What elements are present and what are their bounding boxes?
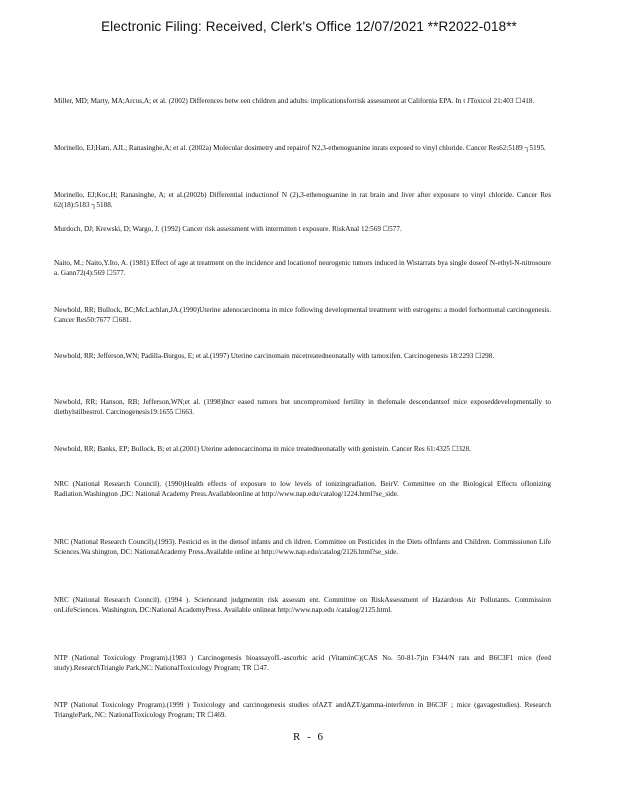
reference-entry: NRC (National Research Council). (1994 ). Scienceand judgmentin risk assessm ent. Committee on RiskAssessment of Hazardous Air Pollutants. Commission onLifeSciences. Washington, DC:National AcademyPress. Available onlineat http://www.nap.edu /catalog/2125.html. [54, 596, 551, 614]
page-number: R - 6 [293, 731, 325, 743]
filing-header: Electronic Filing: Received, Clerk's Office 12/07/2021 **R2022-018** [101, 19, 517, 34]
reference-entry: Morinello, EJ;Koc,H; Ranasinghe, A; et al.(2002b) Differential inductionof N (2),3-ethenoguanine in rat brain and liver after exposure to vinyl chloride. Cancer Res 62(18):5183 ┐5188. [54, 191, 551, 209]
reference-entry: NTP (National Toxicology Program).(1983 ) Carcinogenesis bioassayofL-ascorbic acid (VitaminC)(CAS No. 50-81-7)in F344/N rats and B6C3F1 mice (feed study).ResearchTriangle Park,NC: NationalToxicology Program; TR ☐47. [54, 654, 551, 672]
reference-entry: Newbold, RR; Bullock, BC;McLachlan,JA.(1990)Uterine adenocarcinoma in mice following developmental treatment with estrogens: a model forhormonal carcinogenesis. Cancer Res50:7677 ☐681. [54, 306, 551, 324]
reference-entry: NRC (National Research Council). (1990)Health effects of exposure to low levels of ionizingradiation. BeirV. Committee on the Biological Effects ofIonizing Radiation.Washington ,DC: National Academy Press.Availableonline at http://www.nap.edu/catalog/1224.html?se_side. [54, 480, 551, 498]
reference-entry: Murdoch, DJ; Krewski, D; Wargo, J. (1992) Cancer risk assessment with intermitten t exposure. RiskAnal 12:569 ☐577. [54, 225, 402, 233]
reference-entry: Newbold, RR; Hanson, RB; Jefferson,WN;et al. (1998)Incr eased tumors but uncompromised fertility in thefemale descendantsof mice exposeddevelopmentally to diethylstilbestrol. Carcinogenesis19:1655 ☐663. [54, 398, 551, 416]
reference-entry: Naito, M.; Naito,Y.Ito, A. (1981) Effect of age at treatment on the incidence and locationof neurogenic tumors induced in Wistarrats bya single doseof N-ethyl-N-nitrosoure a. Gann72(4):569 ☐577. [54, 259, 551, 277]
reference-entry: Morinello, EJ;Ham, AJL; Ranasinghe,A; et al. (2002a) Molecular dosimetry and repairof N2,3-ethenoguanine inrats exposed to vinyl chloride. Cancer Res62:5189 ┐5195. [54, 144, 546, 152]
reference-entry: Newbold, RR; Banks, EP; Bullock, B; et al.(2001) Uterine adenocarcinoma in mice treatedneonatally with genistein. Cancer Res 61:4325 ☐328. [54, 445, 471, 453]
reference-entry: NTP (National Toxicology Program).(1999 ) Toxicology and carcinogenesis studies ofAZT andAZT/gamma-interferon in B6C3F ; mice (gavagestudies). Research TrianglePark, NC: NationalToxicology Program; TR ☐469. [54, 701, 551, 719]
reference-entry: Newbold, RR; Jefferson,WN; Padilla-Burgos, E; et al.(1997) Uterine carcinomain micetreatedneonatally with tamoxifen. Carcinogenesis 18:2293 ☐298. [54, 352, 495, 360]
reference-entry: NRC (National Research Council).(1993). Pesticid es in the dietsof infants and ch ildren. Committee on Pesticides in the Diets ofInfants and Children. Commissionon Life Sciences.Wa shington, DC: NationalAcademy Press.Available online at http://www.nap.edu/catalog/2126.html?se_side. [54, 538, 551, 556]
reference-entry: Miller, MD; Marty, MA;Arcus,A; et al. (2002) Differences betw een children and adults: implicationsforrisk assessment at California EPA. In t JToxicol 21:403 ☐418. [54, 97, 535, 105]
